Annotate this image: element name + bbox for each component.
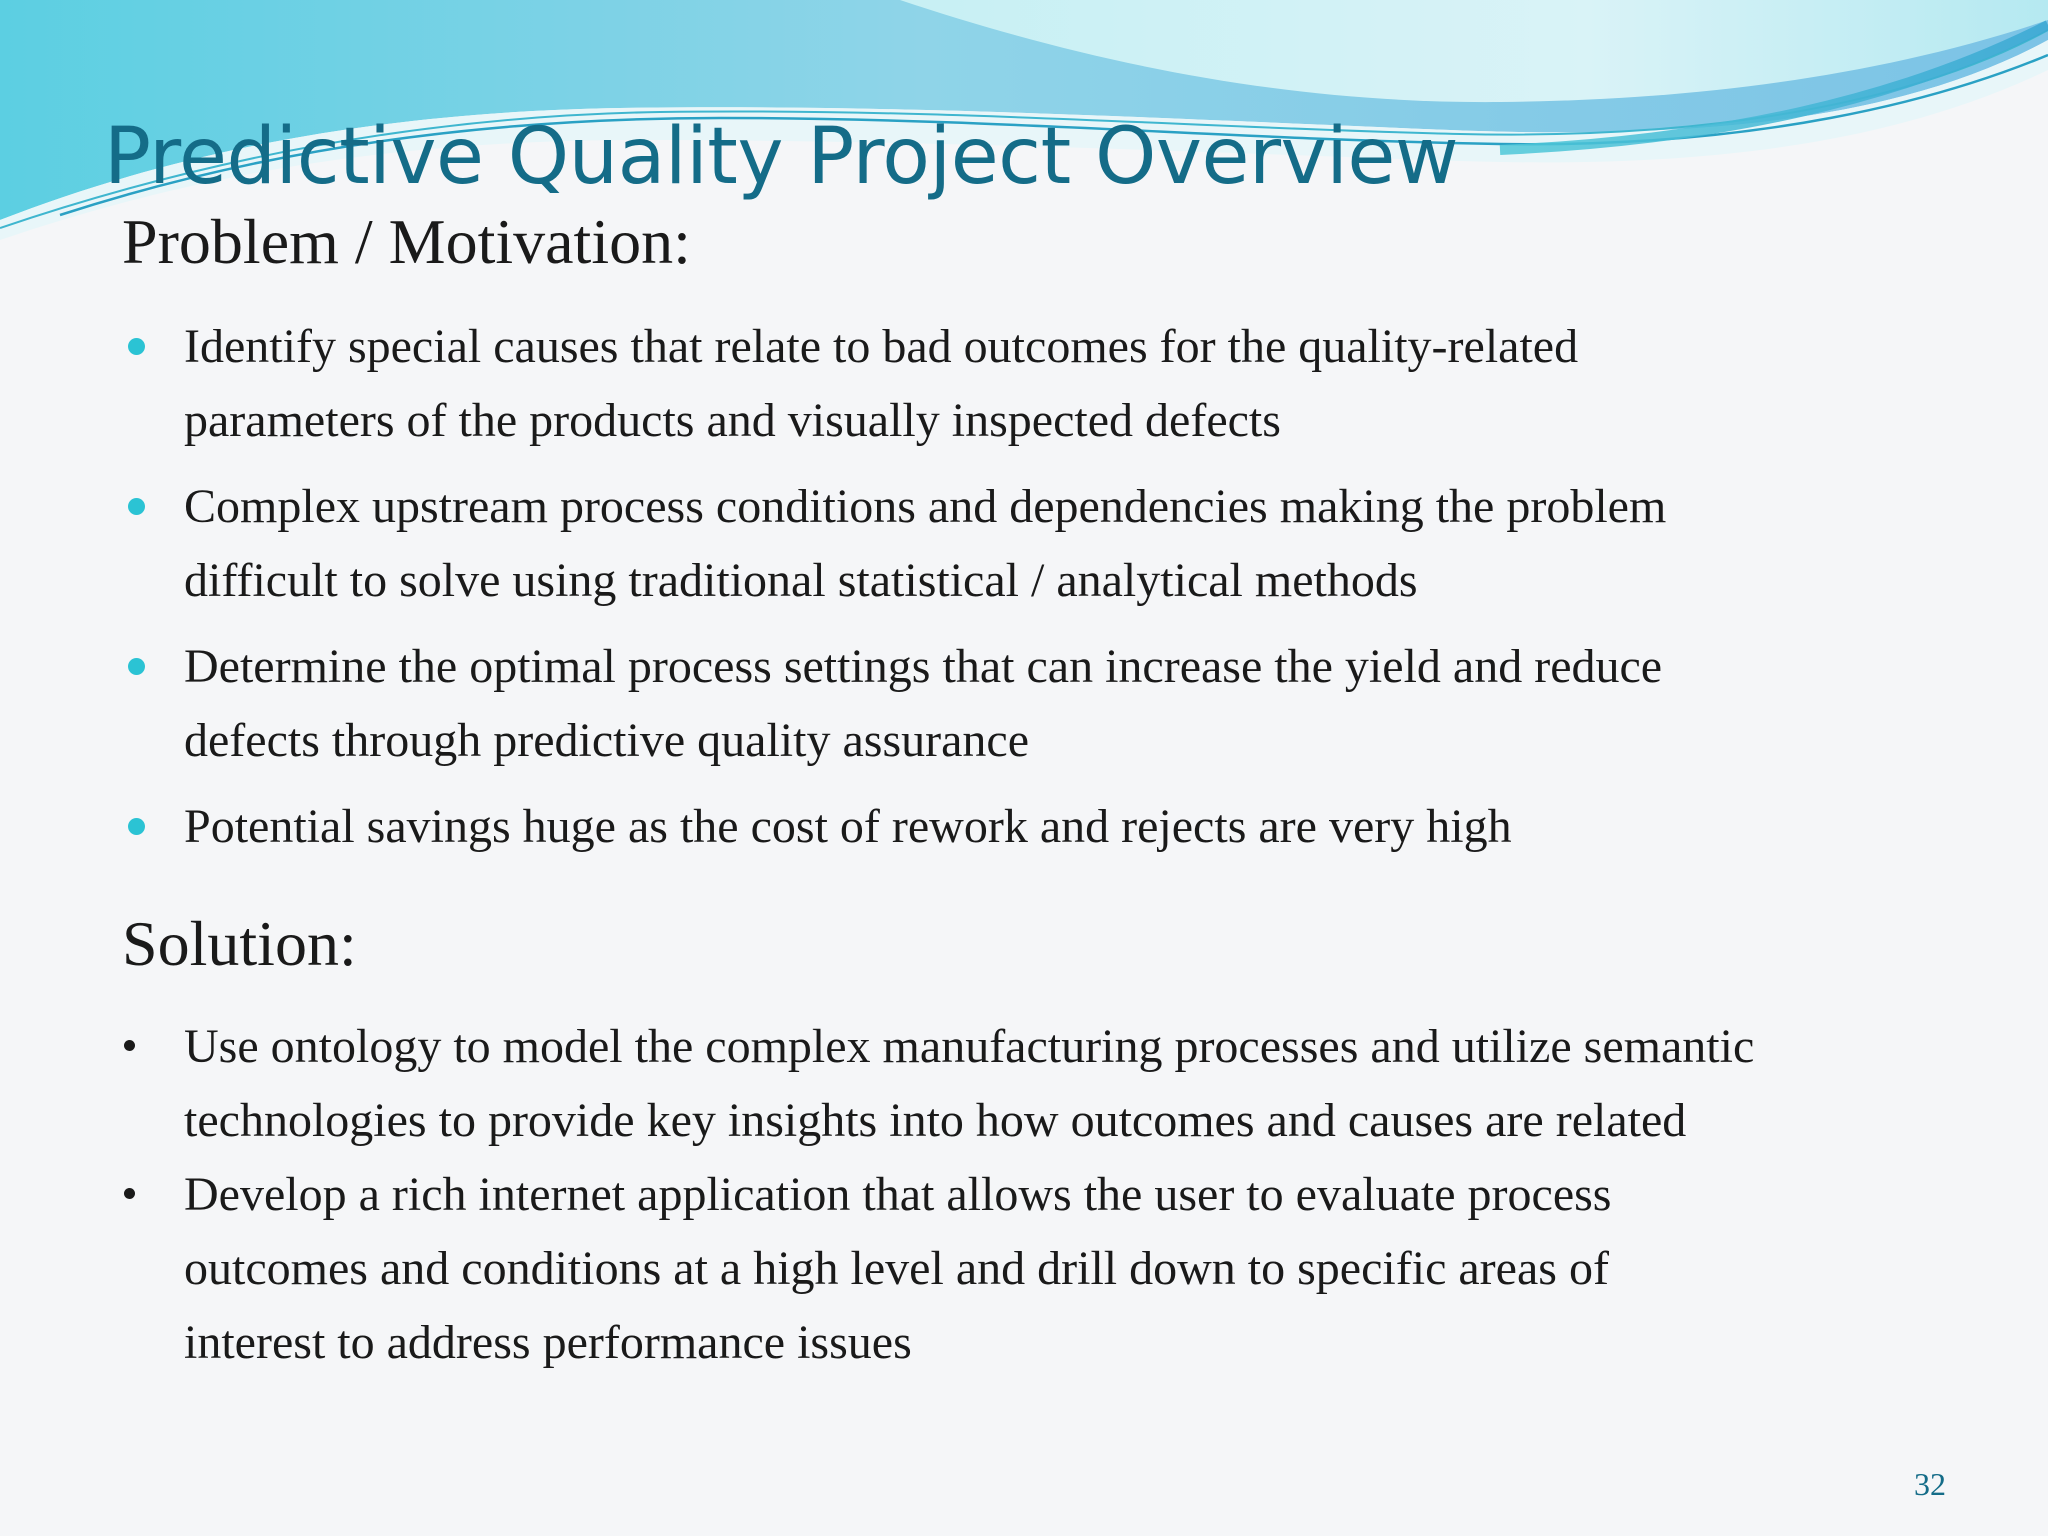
solution-bullet-list [0,1010,1760,1380]
bullet-dot-icon [128,338,145,355]
bullet-dot-icon [128,658,145,675]
list-item [0,1010,1760,1158]
problem-bullet-list [0,310,1760,876]
bullet-dot-icon [128,818,145,835]
bullet-text: Determine the optimal process settings that can increase the yield and reduce defects through predictive quality assurance [184,640,1663,767]
bullet-text: Complex upstream process conditions and dependencies making the problem difficult to solve using traditional statistical / analytical methods [184,480,1667,607]
bullet-text: Identify special causes that relate to bad outcomes for the quality-related parameters of the products and visually inspected defects [184,320,1579,447]
list-item [0,310,1760,458]
solution-heading: Solution: [122,908,357,979]
bullet-text: Potential savings huge as the cost of rework and rejects are very high [184,800,1512,853]
bullet-text: Use ontology to model the complex manufacturing processes and utilize semantic technologies to provide key insights into how outcomes and causes are related [184,1020,1755,1147]
bullet-dot-icon [124,1040,135,1051]
bullet-dot-icon [128,498,145,515]
list-item [0,470,1760,618]
problem-heading: Problem / Motivation: [122,206,691,277]
list-item [0,1158,1760,1380]
bullet-dot-icon [124,1188,135,1199]
bullet-text: Develop a rich internet application that allows the user to evaluate process outcomes and conditions at a high level and drill down to specific areas of interest to address performance issues [184,1168,1612,1369]
list-item [0,630,1760,778]
slide-title: Predictive Quality Project Overview [104,112,1459,202]
page-number: 32 [1914,1466,1946,1502]
list-item [0,790,1760,864]
